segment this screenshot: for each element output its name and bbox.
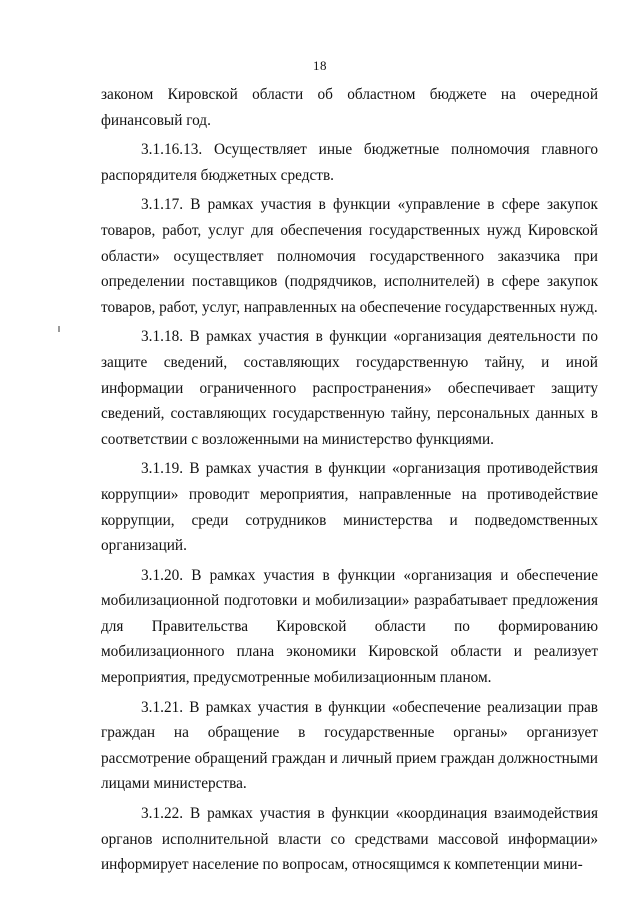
page-number: 18	[313, 58, 327, 73]
paragraph-3-1-18: 3.1.18. В рамках участия в функции «организация деятельности по защите сведений, составляющих государственную тайну, и иной информации ограниченного распространения» обеспечивает защиту сведений, составляющих государственную тайну, персональных данных в соответствии с возложенными на министерство функциями.	[101, 328, 598, 448]
paragraph-3-1-19: 3.1.19. В рамках участия в функции «организация противодействия коррупции» проводит мероприятия, направленные на противодействие коррупции, среди сотрудников министерства и подведомственных организаций.	[101, 460, 598, 555]
paragraph-3-1-20: 3.1.20. В рамках участия в функции «организация и обеспечение мобилизационной подготовки и мобилизации» разрабатывает предложения для Правительства Кировской области по формированию мобилизационного плана экономики Кировской области и реализует мероприятия, предусмотренные мобилизационным планом.	[101, 566, 598, 687]
paragraph-3-1-22: 3.1.22. В рамках участия в функции «координация взаимодействия органов исполнительной власти со средствами массовой информации» информирует население по вопросам, относящимся к компетенции мини-	[101, 805, 598, 874]
margin-mark	[58, 326, 60, 332]
paragraph-3-1-17: 3.1.17. В рамках участия в функции «управление в сфере закупок товаров, работ, услуг для обеспечения государственных нужд Кировской области» осуществляет полномочия государственного заказчика при определении поставщиков (подрядчиков, исполнителей) в сфере закупок товаров, работ, услуг, направленных на обеспечение государственных нужд.	[101, 196, 598, 316]
paragraph-3-1-21: 3.1.21. В рамках участия в функции «обеспечение реализации прав граждан на обращение в государственные органы» организует рассмотрение обращений граждан и личный прием граждан должностными лицами министерства.	[101, 698, 598, 793]
document-body	[101, 82, 598, 878]
paragraph-continuation: законом Кировской области об областном бюджете на очередной финансовый год.	[101, 86, 598, 129]
paragraph-3-1-16-13: 3.1.16.13. Осуществляет иные бюджетные полномочия главного распорядителя бюджетных средств.	[101, 141, 598, 184]
